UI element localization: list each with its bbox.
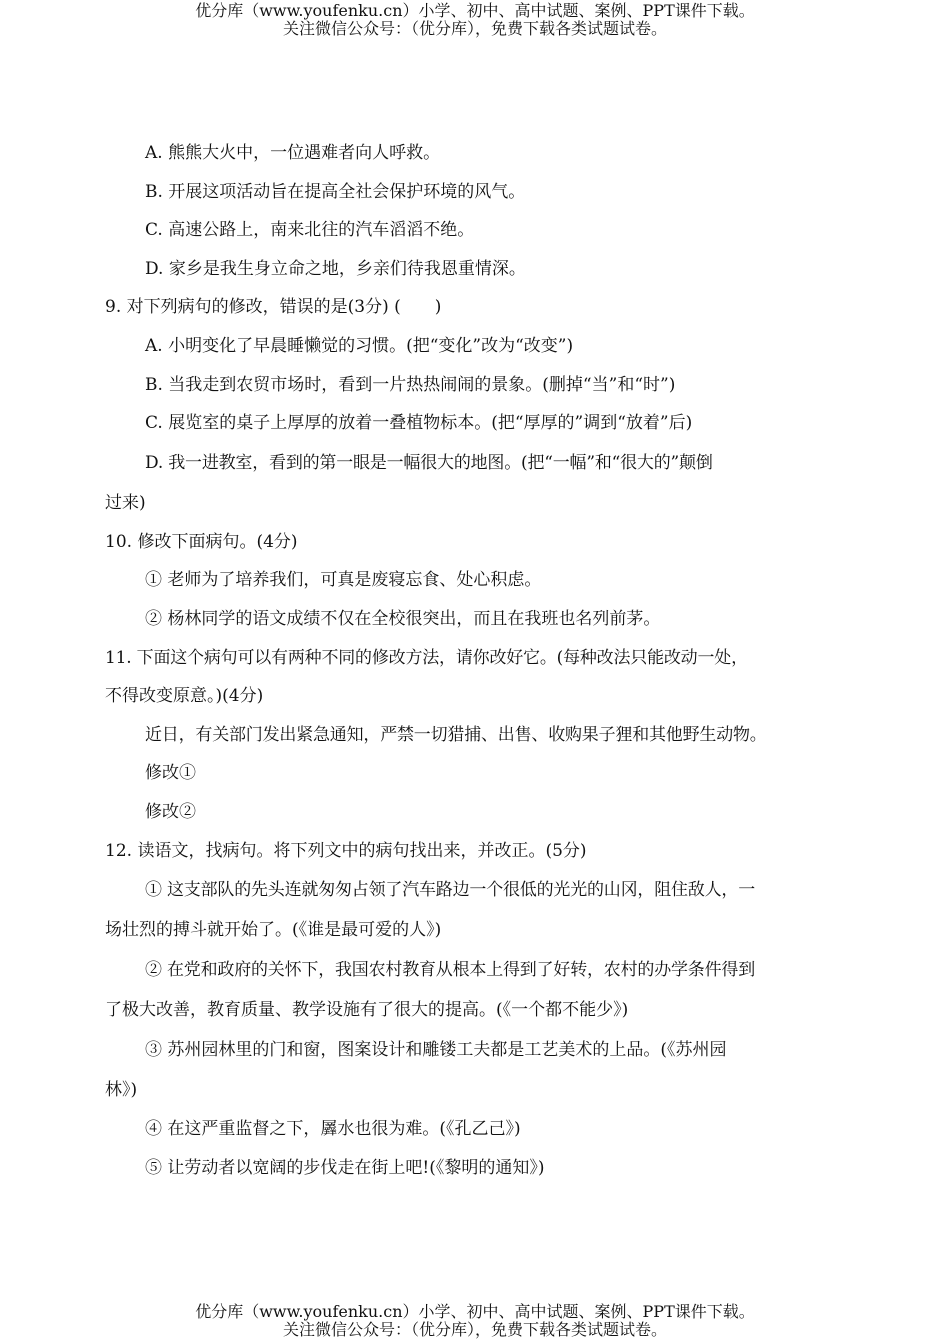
header-line-1: 优分库（www.youfenku.cn）小学、初中、高中试题、案例、PPT课件下载。 <box>195 1 755 20</box>
q12-item-1-line2: 场壮烈的搏斗就开始了。(《谁是最可爱的人》) <box>105 920 442 941</box>
q8-option-c: C. 高速公路上，南来北往的汽车滔滔不绝。 <box>145 220 475 241</box>
q11-sentence: 近日，有关部门发出紧急通知，严禁一切猎捕、出售、收购果子狸和其他野生动物。 <box>145 724 767 745</box>
q8-option-a: A. 熊熊大火中，一位遇难者向人呼救。 <box>145 143 441 163</box>
q12-item-2-line1: ② 在党和政府的关怀下，我国农村教育从根本上得到了好转，农村的办学条件得到 <box>145 960 756 981</box>
q12-stem: 12. 读语文，找病句。将下列文中的病句找出来，并改正。(5分) <box>105 840 587 861</box>
q10-stem: 10. 修改下面病句。(4分) <box>105 531 298 552</box>
q11-fix-1: 修改① <box>145 763 196 784</box>
q9-option-a: A. 小明变化了早晨睡懒觉的习惯。(把“变化”改为“改变”) <box>145 335 574 356</box>
q11-stem-line1: 11. 下面这个病句可以有两种不同的修改方法，请你改好它。(每种改法只能改动一处， <box>105 647 748 668</box>
q9-option-d-line1: D. 我一进教室，看到的第一眼是一幅很大的地图。(把“一幅”和“很大的”颠倒 <box>145 452 713 473</box>
q11-stem-line2: 不得改变原意。)(4分) <box>105 686 264 707</box>
q9-stem: 9. 对下列病句的修改，错误的是(3分) ( ) <box>105 297 442 318</box>
q12-item-2-line2: 了极大改善，教育质量、教学设施有了很大的提高。(《一个都不能少》) <box>105 1000 629 1021</box>
q12-item-1-line1: ① 这支部队的先头连就匆匆占领了汽车路边一个很低的光光的山冈，阻住敌人，一 <box>145 880 756 901</box>
page-header <box>0 2 950 38</box>
exam-content <box>105 134 855 1187</box>
footer-line-1: 优分库（www.youfenku.cn）小学、初中、高中试题、案例、PPT课件下载。 <box>195 1302 755 1321</box>
header-line-2: 关注微信公众号：（优分库），免费下载各类试题试卷。 <box>282 19 667 38</box>
q12-item-5: ⑤ 让劳动者以宽阔的步伐走在街上吧!(《黎明的通知》) <box>145 1157 545 1178</box>
q12-item-4: ④ 在这严重监督之下，羼水也很为难。(《孔乙己》) <box>145 1119 521 1140</box>
page-footer <box>0 1303 950 1339</box>
q10-item-1: ① 老师为了培养我们，可真是废寝忘食、处心积虑。 <box>145 570 542 591</box>
q8-option-d: D. 家乡是我生身立命之地，乡亲们待我恩重情深。 <box>145 258 526 279</box>
q12-item-3-line2: 林》) <box>105 1080 138 1101</box>
q12-item-3-line1: ③ 苏州园林里的门和窗，图案设计和雕镂工夫都是工艺美术的上品。(《苏州园 <box>145 1040 727 1061</box>
q9-option-d-line2: 过来) <box>105 492 146 513</box>
q9-option-c: C. 展览室的桌子上厚厚的放着一叠植物标本。(把“厚厚的”调到“放着”后) <box>145 413 693 434</box>
q11-fix-2: 修改② <box>145 801 196 822</box>
q9-option-b: B. 当我走到农贸市场时，看到一片热热闹闹的景象。(删掉“当”和“时”) <box>145 374 676 395</box>
q10-item-2: ② 杨林同学的语文成绩不仅在全校很突出，而且在我班也名列前茅。 <box>145 608 661 629</box>
footer-line-2: 关注微信公众号：（优分库），免费下载各类试题试卷。 <box>282 1320 667 1339</box>
q8-option-b: B. 开展这项活动旨在提高全社会保护环境的风气。 <box>145 181 526 202</box>
